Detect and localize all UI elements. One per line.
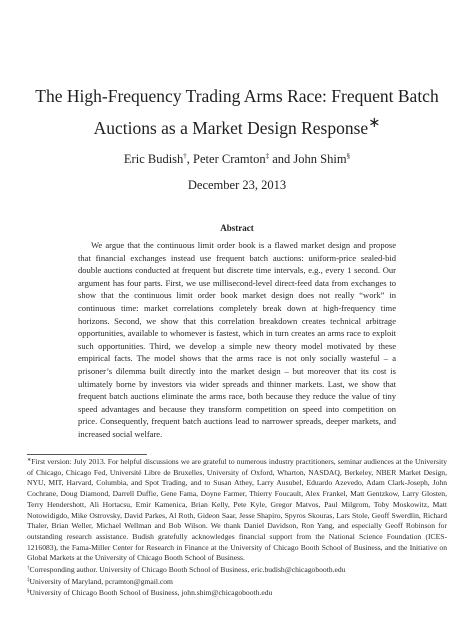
author-name: John Shim (293, 152, 347, 166)
paper-date: December 23, 2013 (187, 178, 287, 192)
footnote (27, 587, 447, 599)
footnote-mark: § (27, 589, 30, 595)
footnote-text: Corresponding author. University of Chicago Booth School of Business, eric.budish@chicagobooth.edu (29, 565, 346, 575)
footnote-mark: ‡ (27, 577, 30, 583)
author-separator: , (186, 152, 194, 166)
author-footnote-mark: § (346, 152, 351, 160)
footnote-text: University of Chicago Booth School of Business, john.shim@chicagobooth.edu (29, 588, 273, 598)
title-footnote-mark: ∗ (368, 115, 381, 131)
footnote-text: First version: July 2013. For helpful discussions we are grateful to numerous industry practitioners, seminar audiences at the University of Chicago, Chicago Fed, Université Libre de Bruxelles, University of Oxford, Wharton, NASDAQ, Berkeley, NBER Market Design, NYU, MIT, Harvard, Columbia, and Spot Trading, and to Susan Athey, Larry Ausubel, Eduardo Azevedo, Adam Clark-Joseph, John Cochrane, Doug Diamond, Darrell Duffie, Gene Fama, Doyne Farmer, Thierry Foucault, Alex Frankel, Matt Gentzkow, Larry Glosten, Terry Hendershott, Ali Hortacsu, Emir Kamenica, Brian Kelly, Pete Kyle, Gregor Matvos, Paul Milgrom, Toby Moskowitz, Matt Notowidigdo, Mike Ostrovsky, David Parkes, Al Roth, Gideon Saar, Jesse Shapiro, Spyros Skouras, Lars Stole, Geoff Swerdlin, Richard Thaler, Brian Weller, Michael Wellman and Bob Wilson. We thank Daniel Davidson, Ron Yang, and especially Geoff Robinson for outstanding research assistance. Budish gratefully acknowledges financial support from the National Science Foundation (ICES-1216083), the Fama-Miller Center for Research in Finance at the University of Chicago Booth School of Business, and the Initiative on Global Markets at the University of Chicago Booth School of Business. (27, 457, 447, 563)
author-footnote-mark: ‡ (265, 152, 270, 160)
author-name: Eric Budish (123, 152, 184, 166)
footnote-mark: † (27, 566, 30, 572)
paper-title (30, 83, 444, 142)
paper-title-text: The High-Frequency Trading Arms Race: Frequent Batch Auctions as a Market Design Response (35, 86, 439, 138)
abstract-heading: Abstract (220, 223, 254, 233)
author-list (30, 148, 444, 167)
author-footnote-mark: † (183, 152, 187, 160)
abstract-body: We argue that the continuous limit order book is a flawed market design and propose that financial exchanges instead use frequent batch auctions: uniform-price sealed-bid double auctions conducted at frequent but discrete time intervals, e.g., every 1 second. Our argument has four parts. First, we use millisecond-level direct-feed data from exchanges to show that the continuous limit order book market design does not really “work” in continuous time: market correlations completely break down at high-frequency time horizons. Second, we show that this correlation breakdown creates technical arbitrage opportunities, available to whomever is fastest, which in turn creates an arms race to exploit such opportunities. Third, we develop a simple new theory model motivated by these empirical facts. The model shows that the arms race is not only socially wasteful – a prisoner’s dilemma built directly into the market design – but moreover that its cost is ultimately borne by investors via wider spreads and thinner markets. Last, we show that frequent batch auctions eliminate the arms race, both because they reduce the value of tiny speed advantages and because they transform competition on speed into competition on price. Consequently, frequent batch auctions lead to narrower spreads, deeper markets, and increased social welfare. (78, 240, 396, 439)
footnote (27, 564, 447, 576)
footnote (27, 576, 447, 588)
footnote (27, 456, 447, 564)
author-separator: and (269, 152, 294, 166)
author-name: Peter Cramton (193, 152, 266, 166)
footnote-divider (27, 454, 147, 455)
footnote-text: University of Maryland, pcramton@gmail.com (29, 576, 173, 586)
footnote-mark: ∗ (27, 458, 32, 463)
footnotes (27, 456, 447, 599)
